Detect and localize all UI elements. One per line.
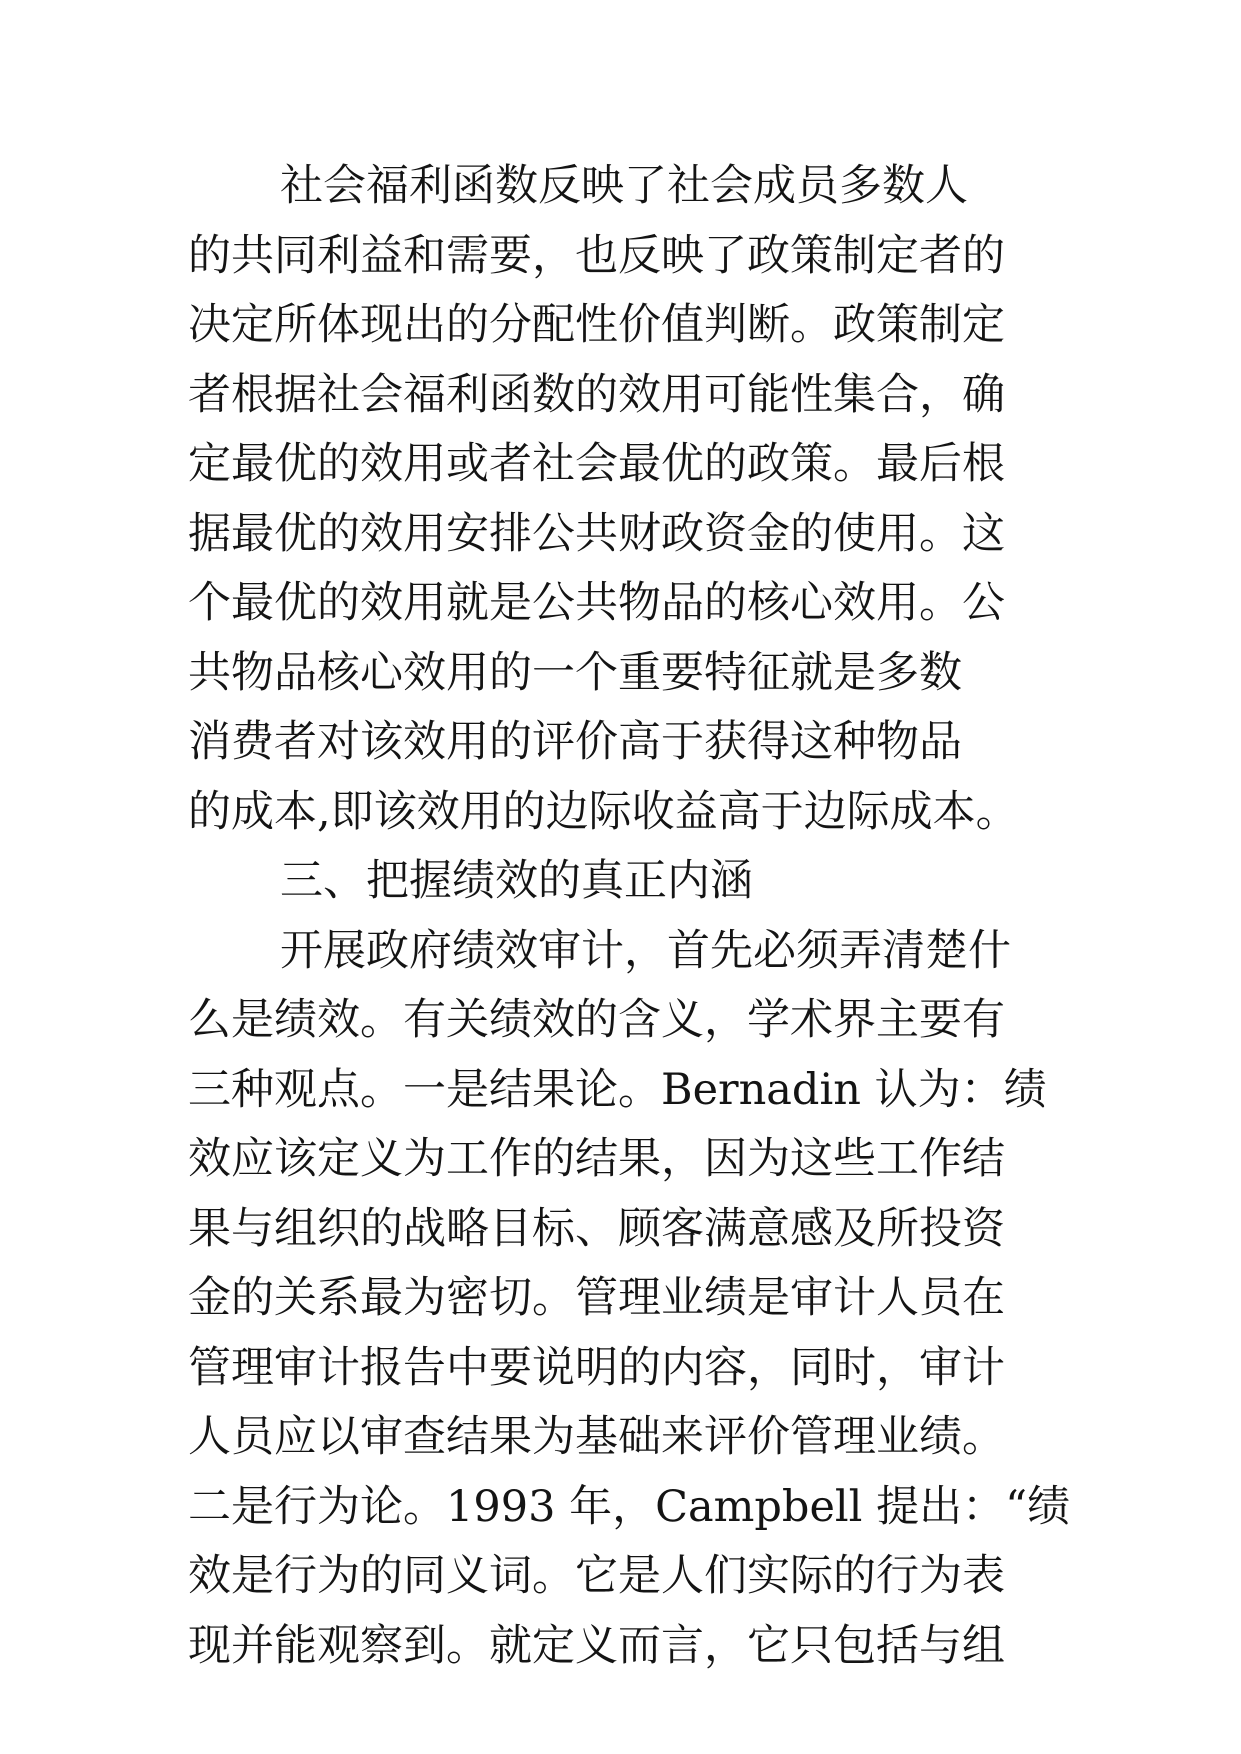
paragraph-line: 定最优的效用或者社会最优的政策。最后根 bbox=[188, 439, 1005, 489]
paragraph-line: 效应该定义为工作的结果，因为这些工作结 bbox=[188, 1134, 1005, 1184]
paragraph-line: 的共同利益和需要，也反映了政策制定者的 bbox=[188, 230, 1005, 281]
paragraph-line: 共物品核心效用的一个重要特征就是多数 bbox=[188, 647, 962, 698]
paragraph-line: 的成本,即该效用的边际收益高于边际成本。 bbox=[188, 786, 1019, 837]
paragraph-line: 三种观点。一是结果论。Bernadin 认为：绩 bbox=[188, 1064, 1047, 1115]
paragraph-line: 据最优的效用安排公共财政资金的使用。这 bbox=[188, 508, 1005, 559]
paragraph-line: 者根据社会福利函数的效用可能性集合，确 bbox=[188, 369, 1005, 420]
paragraph-line: 现并能观察到。就定义而言，它只包括与组 bbox=[188, 1620, 1005, 1671]
paragraph-line: 效是行为的同义词。它是人们实际的行为表 bbox=[188, 1551, 1005, 1601]
paragraph-line: 果与组织的战略目标、顾客满意感及所投资 bbox=[188, 1203, 1005, 1254]
paragraph-line: 金的关系最为密切。管理业绩是审计人员在 bbox=[188, 1273, 1005, 1323]
section-heading: 三、把握绩效的真正内涵 bbox=[280, 856, 753, 906]
paragraph-line: 个最优的效用就是公共物品的核心效用。公 bbox=[188, 578, 1005, 628]
body-text bbox=[188, 152, 1071, 1681]
paragraph-line: 开展政府绩效审计，首先必须弄清楚什 bbox=[280, 925, 1011, 976]
paragraph-line: 二是行为论。1993 年，Campbell 提出：“绩 bbox=[188, 1481, 1071, 1532]
paragraph-line: 人员应以审查结果为基础来评价管理业绩。 bbox=[188, 1412, 1005, 1462]
paragraph-line: 消费者对该效用的评价高于获得这种物品 bbox=[188, 717, 962, 767]
paragraph-line: 决定所体现出的分配性价值判断。政策制定 bbox=[188, 300, 1005, 350]
paragraph-line: 管理审计报告中要说明的内容，同时，审计 bbox=[188, 1342, 1005, 1393]
paragraph-line: 社会福利函数反映了社会成员多数人 bbox=[280, 161, 968, 211]
paragraph-line: 么是绩效。有关绩效的含义，学术界主要有 bbox=[188, 995, 1005, 1045]
